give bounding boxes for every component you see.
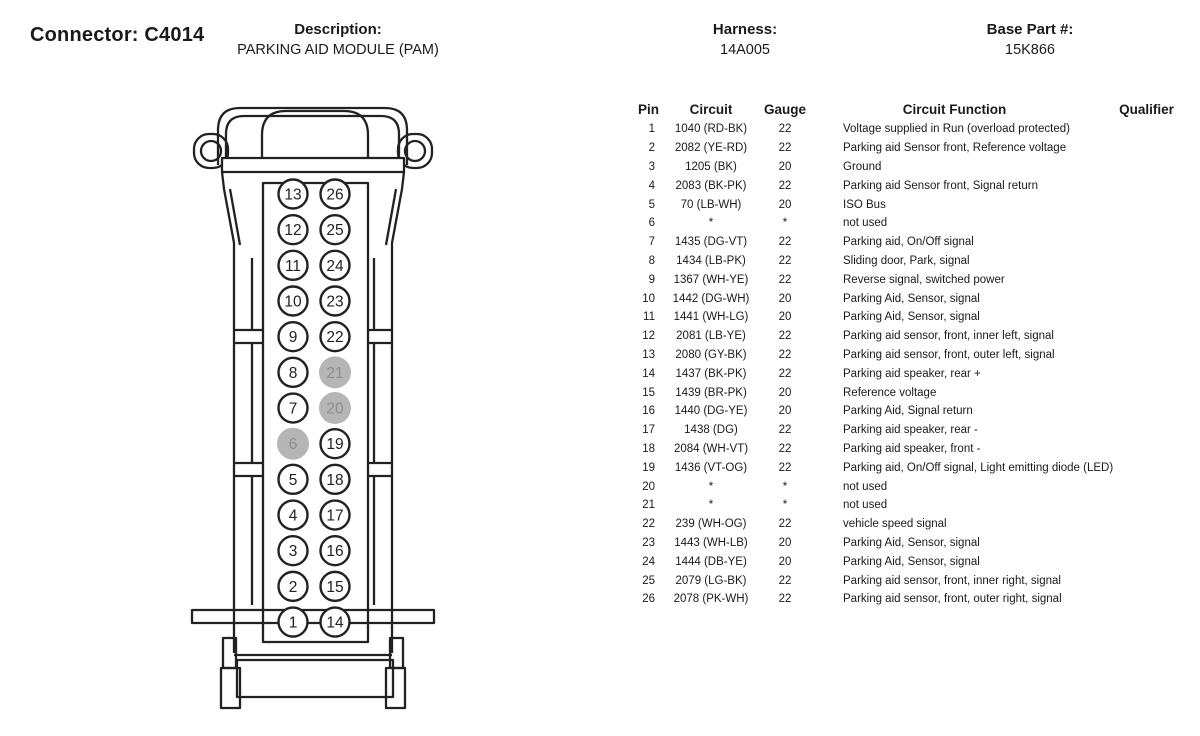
- cell-gauge: 22: [778, 424, 792, 437]
- cell-gauge: 20: [778, 292, 792, 305]
- pin-6-label: 6: [288, 436, 298, 454]
- table-row: [635, 158, 1195, 177]
- cell-circuit: 1439 (BR-PK): [675, 386, 747, 399]
- cell-function: Ground: [843, 160, 882, 173]
- cell-gauge: 22: [778, 179, 792, 192]
- cell-function: ISO Bus: [843, 198, 886, 211]
- cell-gauge: 22: [778, 236, 792, 249]
- connector-title: Connector: C4014: [30, 24, 205, 46]
- cell-gauge: 22: [778, 593, 792, 606]
- body-right-inner-slant: [386, 189, 396, 245]
- pin-22-label: 22: [326, 329, 344, 347]
- table-row: [635, 534, 1195, 553]
- cell-function: Parking aid, On/Off signal: [843, 236, 974, 249]
- pin-7-label: 7: [288, 400, 298, 418]
- cell-circuit: 2079 (LG-BK): [675, 574, 747, 587]
- table-row: [635, 327, 1195, 346]
- cell-gauge: *: [782, 217, 788, 230]
- cell-circuit: 70 (LB-WH): [680, 198, 742, 211]
- pin-11-label: 11: [284, 257, 302, 275]
- table-rows: [635, 120, 1195, 609]
- table-row: [635, 214, 1195, 233]
- cell-pin: 4: [648, 179, 655, 192]
- cell-function: Parking Aid, Signal return: [843, 405, 973, 418]
- pin-17-label: 17: [326, 507, 344, 525]
- cell-circuit: 1444 (DB-YE): [675, 555, 747, 568]
- cell-circuit: 1367 (WH-YE): [673, 273, 749, 286]
- cell-circuit: 1438 (DG): [684, 424, 738, 437]
- table-row: [635, 139, 1195, 158]
- cell-pin: 24: [642, 555, 655, 568]
- column-header-qualifier: Qualifier: [1119, 101, 1174, 117]
- pin-8-label: 8: [288, 364, 298, 382]
- description-label: Description:: [294, 21, 382, 38]
- pin-26-label: 26: [326, 186, 344, 204]
- pin-20-label: 20: [326, 400, 344, 418]
- cell-pin: 19: [642, 461, 655, 474]
- cell-circuit: 1436 (VT-OG): [674, 461, 748, 474]
- cell-gauge: 20: [778, 311, 792, 324]
- column-header-circuit: Circuit: [689, 101, 733, 117]
- pin-15-label: 15: [326, 578, 344, 596]
- cell-function: vehicle speed signal: [843, 518, 947, 531]
- body-left-edge: [222, 172, 234, 653]
- cell-pin: 18: [642, 442, 655, 455]
- cell-pin: 20: [642, 480, 655, 493]
- table-row: [635, 289, 1195, 308]
- cell-circuit: 2080 (GY-BK): [675, 348, 747, 361]
- body-left-inner-slant: [230, 189, 240, 245]
- cell-pin: 22: [642, 518, 655, 531]
- cell-function: Parking aid speaker, front -: [843, 442, 981, 455]
- cell-gauge: 20: [778, 160, 792, 173]
- latch-bar: [222, 158, 404, 172]
- table-row: [635, 120, 1195, 139]
- cell-circuit: 2081 (LB-YE): [676, 330, 746, 343]
- cell-gauge: 20: [778, 405, 792, 418]
- table-row: [635, 270, 1195, 289]
- cell-gauge: 20: [778, 536, 792, 549]
- pin-21-label: 21: [326, 364, 344, 382]
- cell-circuit: 1441 (WH-LG): [673, 311, 749, 324]
- cell-pin: 10: [642, 292, 655, 305]
- pin-12-label: 12: [284, 222, 302, 240]
- table-row: [635, 364, 1195, 383]
- cell-gauge: 22: [778, 461, 792, 474]
- cell-function: not used: [843, 217, 888, 230]
- cell-gauge: 22: [778, 348, 792, 361]
- cell-function: Parking aid sensor, front, inner right, signal: [843, 574, 1061, 587]
- cell-gauge: 20: [778, 555, 792, 568]
- table-row: [635, 176, 1195, 195]
- wing-bar: [192, 610, 434, 623]
- table-row: [635, 515, 1195, 534]
- cell-circuit: *: [708, 217, 714, 230]
- cell-pin: 5: [648, 198, 655, 211]
- pin-2-label: 2: [288, 578, 298, 596]
- cell-pin: 7: [648, 236, 655, 249]
- pin-24-label: 24: [326, 257, 344, 275]
- pin-5-label: 5: [288, 471, 298, 489]
- cell-function: Parking Aid, Sensor, signal: [843, 536, 980, 549]
- cell-circuit: 2084 (WH-VT): [673, 442, 749, 455]
- cell-function: Parking Aid, Sensor, signal: [843, 311, 980, 324]
- pin-1-label: 1: [288, 614, 298, 632]
- cell-pin: 6: [648, 217, 655, 230]
- body-right-edge: [392, 172, 404, 653]
- cell-pin: 26: [642, 593, 655, 606]
- table-row: [635, 590, 1195, 609]
- cell-function: Sliding door, Park, signal: [843, 254, 970, 267]
- cell-function: Reverse signal, switched power: [843, 273, 1005, 286]
- cell-circuit: 1434 (LB-PK): [676, 254, 746, 267]
- top-dome: [262, 111, 368, 161]
- cell-gauge: *: [782, 499, 788, 512]
- cell-gauge: 22: [778, 574, 792, 587]
- harness-value: 14A005: [720, 42, 770, 58]
- table-row: [635, 571, 1195, 590]
- cell-function: Parking aid speaker, rear +: [843, 367, 981, 380]
- pin-19-label: 19: [326, 436, 344, 454]
- cell-pin: 14: [642, 367, 655, 380]
- description-block: [183, 20, 493, 60]
- description-value: PARKING AID MODULE (PAM): [237, 42, 439, 58]
- pin-10-label: 10: [284, 293, 302, 311]
- table-row: [635, 346, 1195, 365]
- cell-gauge: 22: [778, 254, 792, 267]
- cell-function: Parking aid, On/Off signal, Light emitting diode (LED): [843, 461, 1114, 474]
- right-shelves: [368, 330, 392, 476]
- table-row: [635, 383, 1195, 402]
- cell-gauge: 22: [778, 518, 792, 531]
- cell-function: Parking aid speaker, rear -: [843, 424, 978, 437]
- cell-gauge: 22: [778, 123, 792, 136]
- base-part-value: 15K866: [1005, 42, 1055, 58]
- table-row: [635, 458, 1195, 477]
- connector-outline-svg: [178, 93, 448, 733]
- cell-gauge: 22: [778, 330, 792, 343]
- cell-circuit: 1442 (DG-WH): [672, 292, 750, 305]
- cell-function: Parking aid Sensor front, Signal return: [843, 179, 1038, 192]
- cell-pin: 12: [642, 330, 655, 343]
- cell-pin: 23: [642, 536, 655, 549]
- cell-function: Reference voltage: [843, 386, 937, 399]
- pin-14-label: 14: [326, 614, 344, 632]
- cell-function: Parking aid sensor, front, inner left, signal: [843, 330, 1054, 343]
- cell-circuit: 1443 (WH-LB): [674, 536, 748, 549]
- pin-9-label: 9: [288, 329, 298, 347]
- cell-pin: 15: [642, 386, 655, 399]
- connector-drawing: [178, 93, 448, 733]
- cell-circuit: 1435 (DG-VT): [674, 236, 748, 249]
- table-row: [635, 440, 1195, 459]
- cell-circuit: *: [708, 480, 714, 493]
- cell-circuit: 1440 (DG-YE): [674, 405, 748, 418]
- cell-circuit: 1437 (BK-PK): [675, 367, 747, 380]
- table-row: [635, 252, 1195, 271]
- cell-gauge: 22: [778, 367, 792, 380]
- pin-18-label: 18: [326, 471, 344, 489]
- pin-13-label: 13: [284, 186, 302, 204]
- base-part-label: Base Part #:: [986, 21, 1074, 38]
- cell-function: not used: [843, 499, 888, 512]
- cell-circuit: 1040 (RD-BK): [674, 123, 748, 136]
- pins-group: [277, 180, 351, 637]
- cell-pin: 21: [642, 499, 655, 512]
- table-row: [635, 233, 1195, 252]
- pin-16-label: 16: [326, 543, 344, 561]
- left-shelves: [234, 330, 263, 476]
- cell-function: Parking aid sensor, front, outer right, signal: [843, 593, 1062, 606]
- cell-gauge: 22: [778, 442, 792, 455]
- cell-function: not used: [843, 480, 888, 493]
- cell-circuit: 239 (WH-OG): [675, 518, 747, 531]
- base-part-block: [930, 20, 1130, 60]
- cell-pin: 17: [642, 424, 655, 437]
- cell-function: Parking Aid, Sensor, signal: [843, 292, 980, 305]
- pin-3-label: 3: [288, 543, 298, 561]
- cell-gauge: 22: [778, 142, 792, 155]
- pin-25-label: 25: [326, 222, 344, 240]
- table-row: [635, 421, 1195, 440]
- cell-pin: 11: [643, 311, 655, 324]
- pin-table: [635, 98, 1195, 609]
- column-header-gauge: Gauge: [763, 101, 806, 117]
- cell-function: Voltage supplied in Run (overload protected): [843, 123, 1070, 136]
- column-header-pin: Pin: [637, 101, 659, 117]
- table-row: [635, 195, 1195, 214]
- table-header: [635, 98, 1195, 120]
- cell-circuit: 2083 (BK-PK): [675, 179, 747, 192]
- table-row: [635, 496, 1195, 515]
- cell-gauge: 20: [778, 386, 792, 399]
- cell-circuit: 2078 (PK-WH): [673, 593, 749, 606]
- harness-block: [645, 20, 845, 60]
- cell-pin: 8: [648, 254, 655, 267]
- cell-pin: 16: [642, 405, 655, 418]
- harness-label: Harness:: [712, 21, 778, 38]
- cell-gauge: 22: [778, 273, 792, 286]
- cell-pin: 9: [648, 273, 655, 286]
- cell-pin: 25: [642, 574, 655, 587]
- bottom-box: [237, 660, 393, 697]
- table-row: [635, 477, 1195, 496]
- cell-pin: 1: [648, 123, 655, 136]
- cell-circuit: 2082 (YE-RD): [674, 142, 748, 155]
- cell-function: Parking aid sensor, front, outer left, signal: [843, 348, 1055, 361]
- cell-gauge: *: [782, 480, 788, 493]
- table-row: [635, 308, 1195, 327]
- cell-gauge: 20: [778, 198, 792, 211]
- column-header-circuit-function: Circuit Function: [902, 101, 1007, 117]
- cell-function: Parking aid Sensor front, Reference voltage: [843, 142, 1067, 155]
- table-row: [635, 552, 1195, 571]
- cell-circuit: 1205 (BK): [685, 160, 737, 173]
- pin-4-label: 4: [288, 507, 298, 525]
- pin-23-label: 23: [326, 293, 344, 311]
- connector-outline: [192, 108, 434, 708]
- cell-pin: 2: [648, 142, 655, 155]
- top-shell-inner: [226, 116, 399, 161]
- cell-pin: 3: [648, 160, 655, 173]
- table-row: [635, 402, 1195, 421]
- cell-pin: 13: [642, 348, 655, 361]
- cell-function: Parking Aid, Sensor, signal: [843, 555, 980, 568]
- cell-circuit: *: [708, 499, 714, 512]
